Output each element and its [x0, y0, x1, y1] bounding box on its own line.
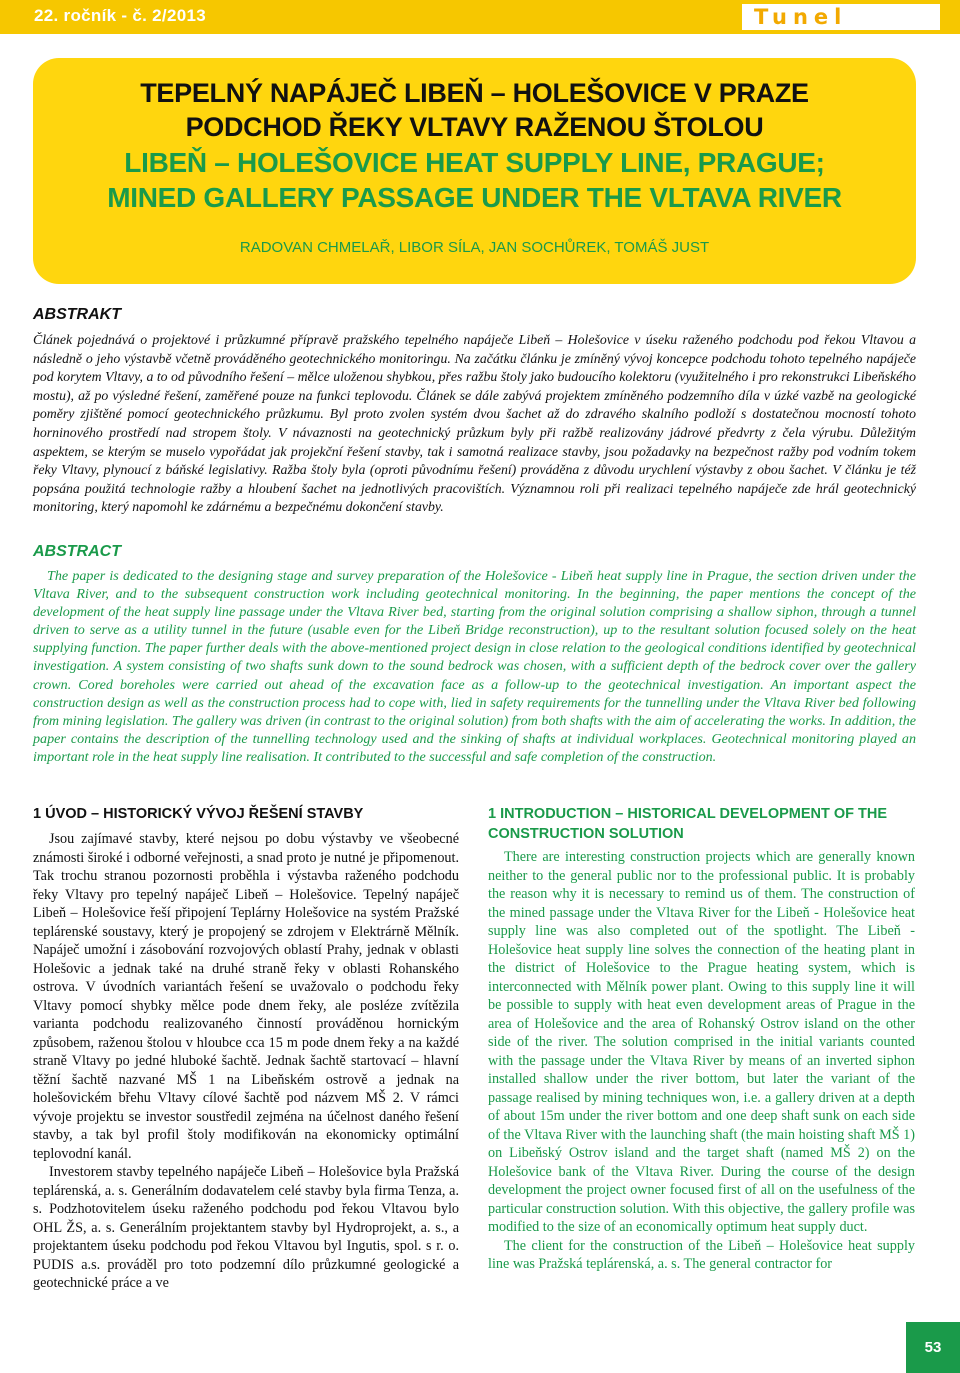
right-section-heading: 1 INTRODUCTION – HISTORICAL DEVELOPMENT OF THE CONSTRUCTION SOLUTION — [488, 806, 888, 842]
authors: RADOVAN CHMELAŘ, LIBOR SÍLA, JAN SOCHŮREK, TOMÁŠ JUST — [239, 239, 710, 256]
right-column — [488, 848, 915, 1274]
abstrakt-heading: ABSTRAKT — [33, 306, 121, 323]
abstrakt-text: Článek pojednává o projektové i průzkumné přípravě pražského tepelného napáječe Libeň – Holešovice v úseku raženého podchodu pod řekou Vltavou a následně o jeho výstavbě včetně prováděného geotechnického monitoringu. Na začátku článku je zmíněný vývoj koncepce podchodu tohoto tepelného napáječe pod korytem Vltavy, a to od původního řešení – mělce uloženou shybkou, přes ražbu štoly jako budoucího kolektoru (využitelného i pro rekonstrukci Libeňského mostu), až po výsledné řešení, zaměřené pouze na funkci teplovodu. Článek se dále zabývá projektem zmíněného podzemního díla v úzké vazbě na geologické poměry zjištěné pomocí geotechnického průzkumu. Byl proto zvolen systém dvou šachet až do zdravého skalního podloží s dostatečnou mocností tohoto horninového prostředí nad stropem štoly. V návaznosti na geotechnický průzkum byly při ražbě realizovány jádrové předvrty z čela výrubu. Důležitým aspektem, se kterým se muselo vypořádat jak projekční řešení stavby, tak i samotná realizace stavby, jsou požadavky na bezpečnost ražby pod vodním tokem řeky Vltavy, plynoucí z báňské legislativy. Ražba štoly byla (oproti původnímu řešení) prováděna z důvodu urychlení výstavby z obou šachet. V článku je též popsána použitá technologie ražby a hloubení šachet na jednotlivých pracovištích. Významnou roli při realizaci tepelného napáječe zde hrál geotechnický monitoring, který napomohl ke zdárnému a bezpečnému dokončení stavby. — [33, 332, 916, 515]
page-number: 53 — [906, 1322, 960, 1373]
abstract-heading: ABSTRACT — [33, 543, 121, 560]
title-box — [33, 58, 916, 284]
left-paragraph-2: Investorem stavby tepelného napáječe Libeň – Holešovice byla Pražská teplárenská, a. s. Generálním dodavatelem celé stavby byla firma Tenza, a. s. Podzhotovitelem úseku raženého podchodu pod řekou Vltavou bylo OHL ŽS, a. s. Generálním projektantem stavby byl Hydroprojekt, a. s., a projektantem úseku podchodu pod řekou Vltavou byl Ingutis, spol. s r. o. PUDIS a.s. prováděl pro toto podzemní dílo průzkumné geologické a geotechnické práce a ve — [33, 1164, 459, 1291]
title-en-line-2: MINED GALLERY PASSAGE UNDER THE VLTAVA RIVER — [107, 182, 842, 213]
right-paragraph-1: There are interesting construction projects which are generally known neither to the general public nor to the professional public. It is probably the reason why it is necessary to remind us of them. The construction of the mined passage under the Vltava River for the Libeň - Holešovice heat supply line was also completed out of the spotlight. The Libeň - Holešovice heat supply line solves the connection of the heating plant in the district of Holešovice to the Prague heating system, which is interconnected with Mělník power plant. Owing to this supply line it will be possible to supply with heat even development areas of Prague in the area of Holešovice and the area of Rohanský Ostrov island on the other side of the river. The solution comprised in the initial variants counted with the passage under the Vltava River by means of an inverted siphon installed shallow under the river bottom, but later the variant of the passage realised by mining techniques won, i.e. a gallery driven at a depth of about 15m under the river bottom and one deep shaft sunk on each side of the Vltava River with the launching shaft (the main hoisting shaft MŠ 1) on Libeňský Ostrov island and the target shaft (named MŠ 2) on the Holešovice bank of the Vltava River. During the course of the design development the project owner focused first of all on the usefulness of the particular construction solution. With this objective, the gallery profile was modified to the size of an economically optimum heat supply duct. — [488, 849, 915, 1235]
left-column — [33, 830, 459, 1293]
journal-logo — [742, 4, 940, 30]
left-paragraph-1: Jsou zajímavé stavby, které nejsou po dobu výstavby ve všeobecné známosti široké i odborné veřejnosti, a snad proto je nutné je připomenout. Tak trochu stranou pozornosti proběhla i výstavba raženého podchodu řeky Vltavy pro tepelný napáječ Libeň – Holešovice. Tepelný napáječ Libeň – Holešovice řeší připojení Teplárny Holešovice na systém Pražské teplárenské soustavy, který je propojený se zdrojem v Elektrárně Mělník. Napáječ umožní i zásobování rozvojových oblastí Prahy, jednak v oblasti Holešovic a jednak také na druhé straně řeky v oblasti Rohanského ostrova. V úvodních variantách řešení se uvažovalo o podchodu řeky Vltavy pomocí shybky mělce pode dnem řeky, ale posléze zvítězila varianta podchodu realizovaného činností prováděnou hornickým způsobem, raženou štolou v hloubce cca 15 m pode dnem řeky a na každé straně Vltavy po jedné hluboké šachtě. Jednak šachtě startovací – hlavní těžní šachtě nazvané MŠ 1 na Libeňském ostrově a jednak na holešovickém břehu Vltavy cílové šachtě pod názvem MŠ 2. V rámci vývoje projektu se investor soustředil zejména na účelnost daného řešení stavby, a tak byl profil štoly modifikován na ekonomicky optimální teplovodní kanál. — [33, 831, 459, 1162]
issue-label: 22. ročník - č. 2/2013 — [34, 6, 206, 25]
title-cz-line-1: TEPELNÝ NAPÁJEČ LIBEŇ – HOLEŠOVICE V PRAZE — [140, 78, 809, 108]
abstract-text: The paper is dedicated to the designing stage and survey preparation of the Holešovice - Libeň heat supply line in Prague, the section driven under the Vltava River, and to the subsequent construction work including geotechnical monitoring. In the beginning, the paper mentions the concept of the development of the heat supply line passage under the Vltava River bed, starting from the original solution comprising a shallow siphon, through a tunnel driven to serve as a utility tunnel in the future (usable even for the Libeň Bridge reconstruction), up to the resultant solution focused solely on the heat supplying function. The paper further deals with the above-mentioned project design in close relation to the geological conditions identified by geotechnical investigation. A system consisting of two shafts sunk down to the sound bedrock was chosen, with a sufficient depth of the bedrock cover over the gallery crown. Cored boreholes were carried out ahead of the excavation face as a follow-up to the geotechnical investigation. An important aspect the construction design as well as the construction process had to cope with, lied in safety requirements for the tunnelling under the Vltava River bed following from mining legislation. The gallery was driven (in contrast to the original solution) from both shafts with the aim of accelerating the works. In addition, the paper contains the description of the tunnelling technology used and the sinking of shafts at individual workplaces. Geotechnical monitoring played an important role in the heat supply line realisation. It contributed to the successful and safe completion of the construction. — [33, 568, 916, 765]
left-section-heading: 1 ÚVOD – HISTORICKÝ VÝVOJ ŘEŠENÍ STAVBY — [33, 806, 364, 822]
journal-logo-text: Tunel — [754, 5, 848, 29]
title-cz-line-2: PODCHOD ŘEKY VLTAVY RAŽENOU ŠTOLOU — [185, 112, 764, 142]
right-paragraph-2: The client for the construction of the Libeň – Holešovice heat supply line was Pražská teplárenská, a. s. The general contractor for — [488, 1237, 915, 1272]
title-en-line-1: LIBEŇ – HOLEŠOVICE HEAT SUPPLY LINE, PRAGUE; — [124, 147, 825, 178]
header-bar — [0, 0, 960, 34]
